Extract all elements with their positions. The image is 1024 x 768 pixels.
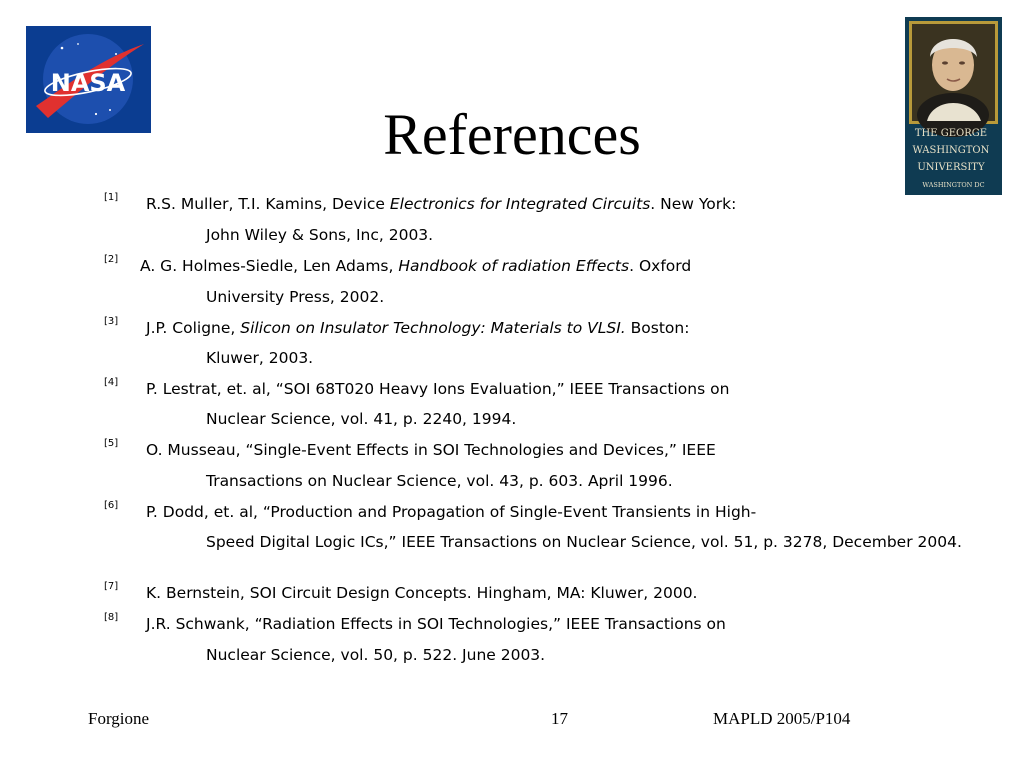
reference-title: Handbook of radiation Effects [398,257,630,275]
reference-text: P. Lestrat, et. al, “SOI 68T020 Heavy Ions Evaluation,” IEEE Transactions on [146,380,730,398]
reference-text-end: Boston: [625,319,690,337]
reference-text: K. Bernstein, SOI Circuit Design Concepts. Hingham, MA: Kluwer, 2000. [146,584,698,602]
reference-2 [104,256,691,276]
reference-3 [104,318,689,338]
reference-5-cont: Transactions on Nuclear Science, vol. 43, p. 603. April 1996. [206,472,673,490]
nasa-logo-text: NASA [50,69,126,97]
reference-title: Electronics for Integrated Circuits [389,195,651,213]
reference-number: [6] [104,500,119,511]
reference-text-end: . Oxford [629,257,692,275]
reference-text: A. G. Holmes-Siedle, Len Adams, [140,257,399,275]
gwu-line-4: WASHINGTON DC [922,181,985,189]
reference-text: P. Dodd, et. al, “Production and Propagation of Single-Event Transients in High- [146,503,757,521]
reference-text: R.S. Muller, T.I. Kamins, Device [146,195,390,213]
reference-number: [5] [104,438,119,449]
reference-6-cont: Speed Digital Logic ICs,” IEEE Transactions on Nuclear Science, vol. 51, p. 3278, December 2004. [206,533,962,551]
reference-text: J.R. Schwank, “Radiation Effects in SOI Technologies,” IEEE Transactions on [146,615,726,633]
reference-5 [104,440,716,460]
reference-number: [8] [104,612,119,623]
reference-4-cont: Nuclear Science, vol. 41, p. 2240, 1994. [206,410,517,428]
reference-title: Silicon on Insulator Technology: Materials to VLSI. [240,319,626,337]
gwu-line-3: UNIVERSITY [917,162,985,173]
reference-number: [2] [104,254,119,265]
reference-text: J.P. Coligne, [146,319,241,337]
reference-7 [104,583,697,603]
reference-1 [104,194,736,214]
reference-8 [104,614,726,634]
reference-1-cont: John Wiley & Sons, Inc, 2003. [206,226,434,244]
gwu-line-2: WASHINGTON [912,145,990,156]
reference-text-end: . New York: [650,195,737,213]
footer-author: Forgione [88,709,150,728]
reference-number: [3] [104,316,119,327]
footer-page-number: 17 [551,709,568,728]
gwu-line-1: THE GEORGE [914,128,988,139]
reference-number: [1] [104,192,119,203]
reference-text: O. Musseau, “Single-Event Effects in SOI Technologies and Devices,” IEEE [146,441,716,459]
reference-3-cont: Kluwer, 2003. [206,349,314,367]
reference-4 [104,379,729,399]
reference-6 [104,502,756,522]
reference-8-cont: Nuclear Science, vol. 50, p. 522. June 2003. [206,646,546,664]
reference-number: [7] [104,581,119,592]
footer-conference: MAPLD 2005/P104 [713,709,851,728]
reference-number: [4] [104,377,119,388]
slide-title: References [383,102,641,167]
reference-2-cont: University Press, 2002. [206,288,385,306]
